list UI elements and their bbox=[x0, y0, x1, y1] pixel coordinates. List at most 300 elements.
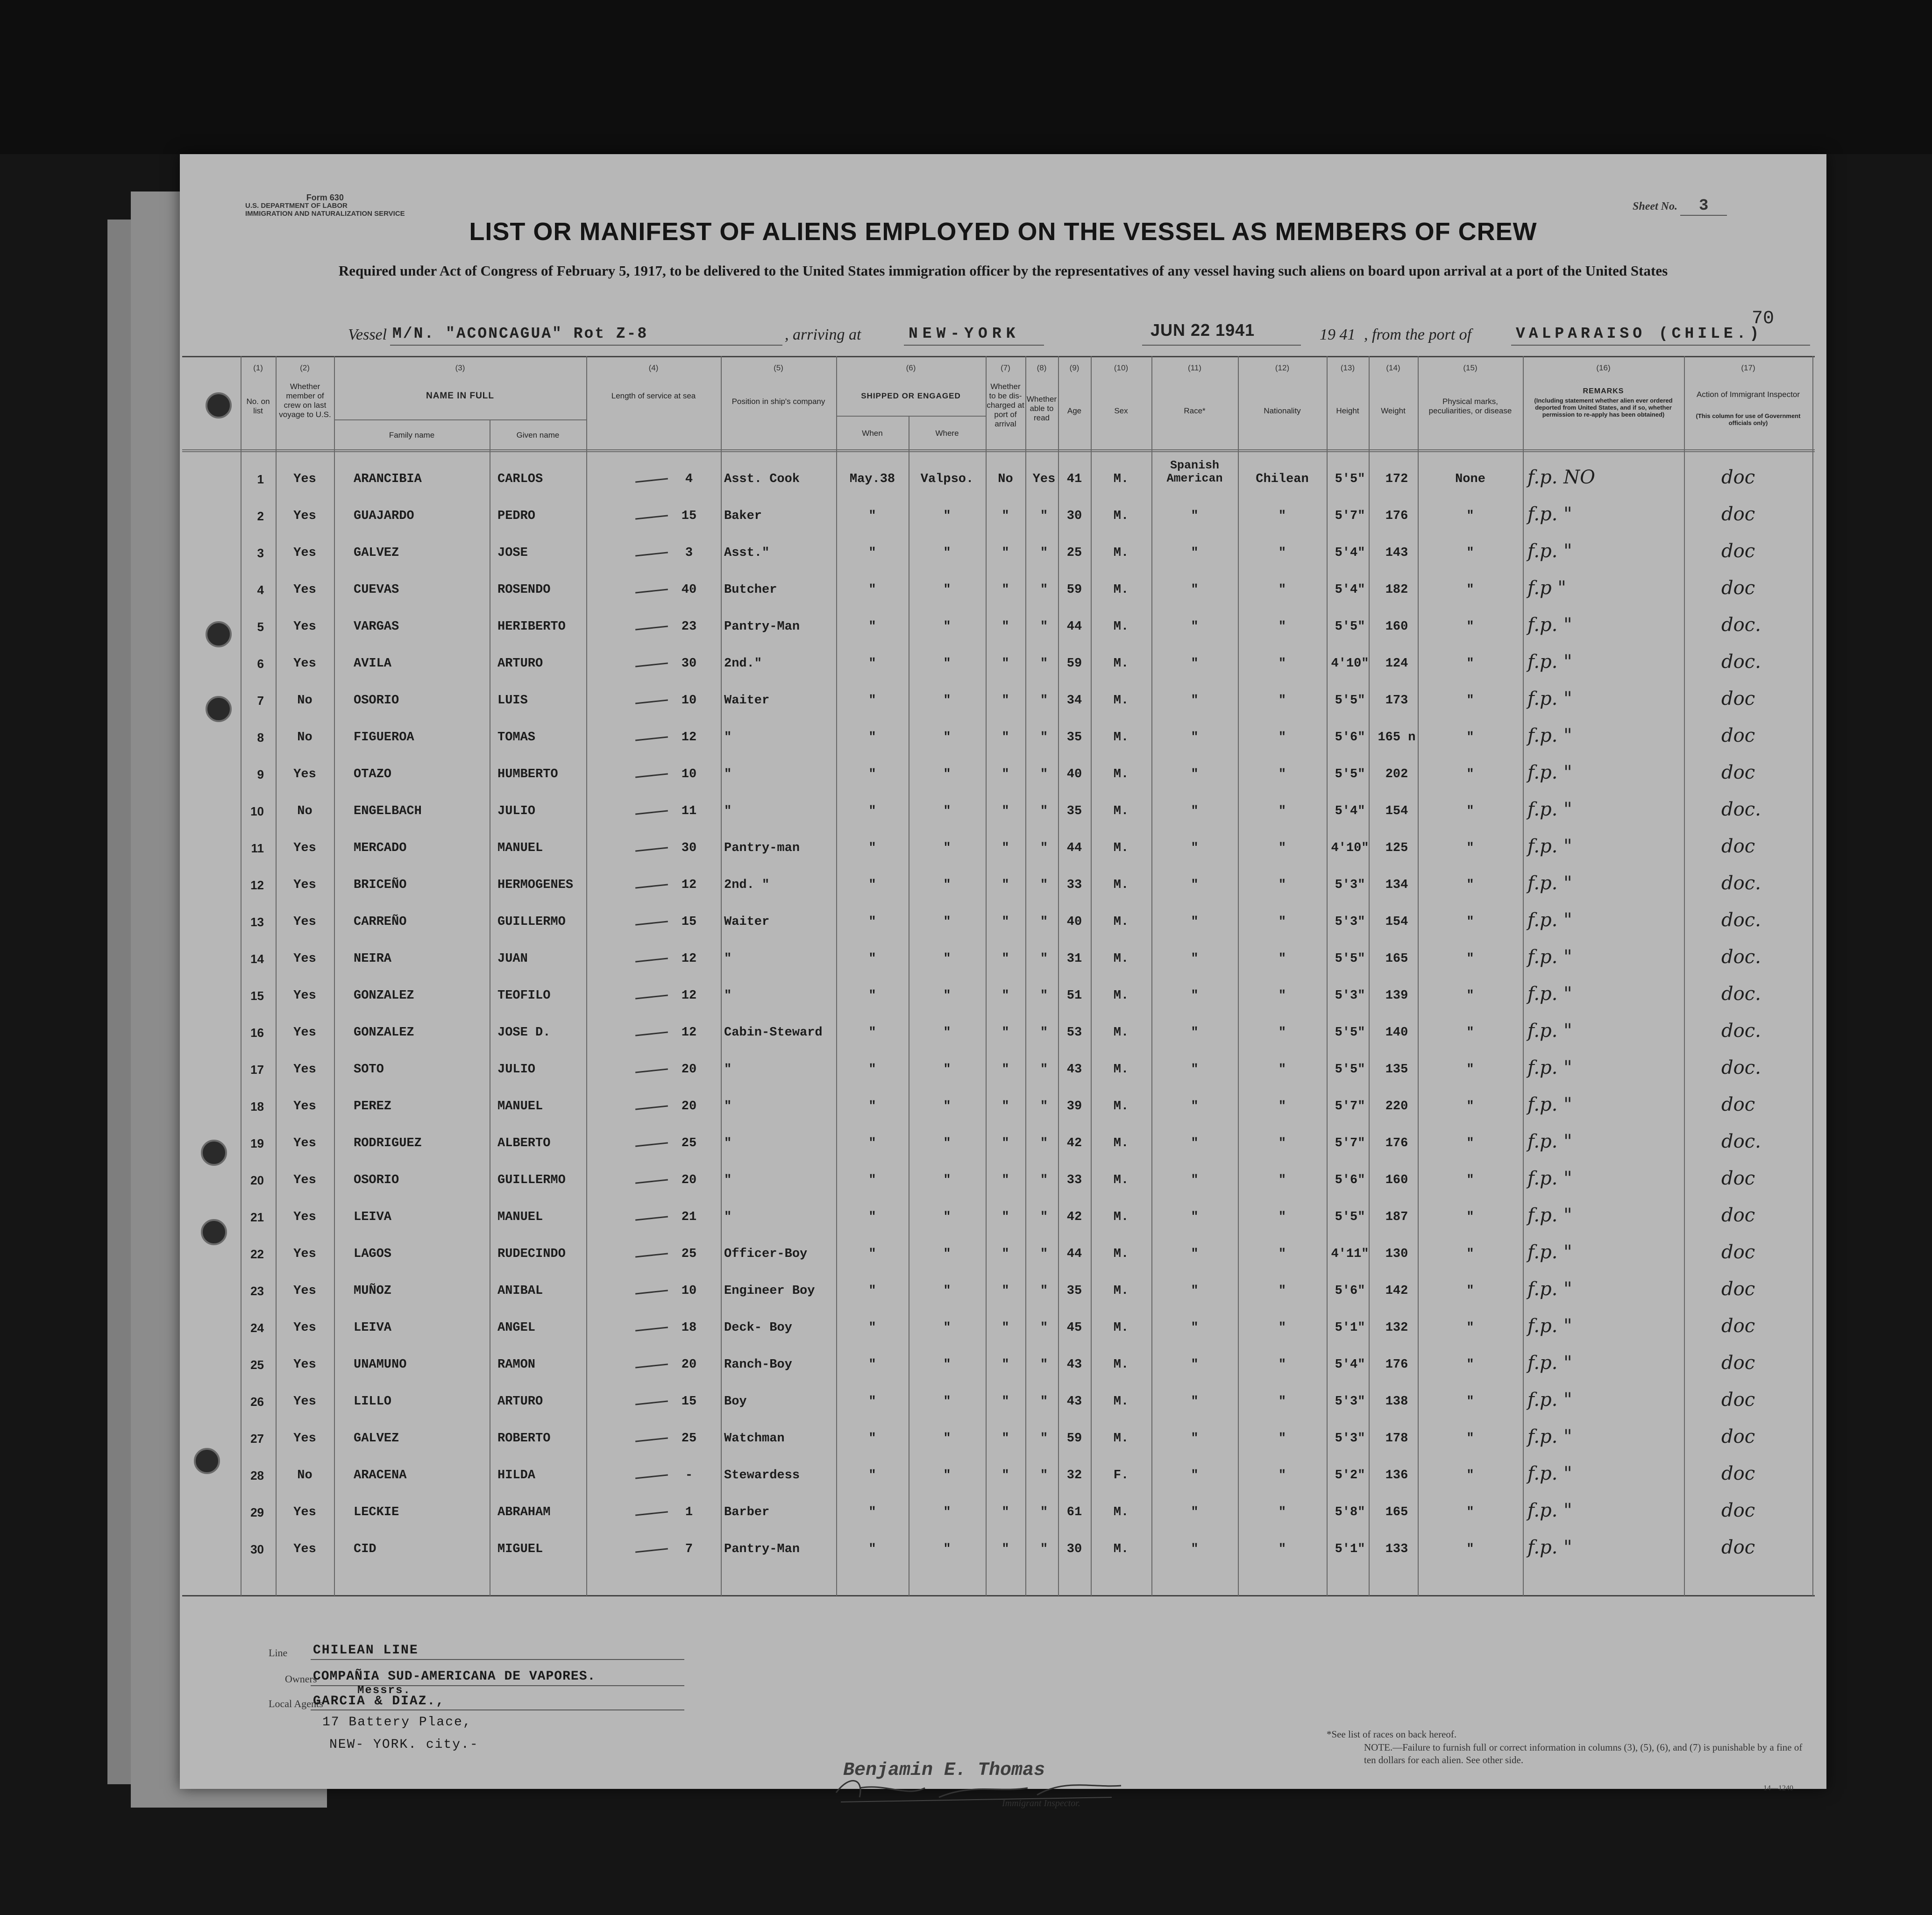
discharged-cell: " bbox=[1002, 989, 1009, 1003]
race-cell: " bbox=[1191, 509, 1199, 523]
weight-cell: 132 bbox=[1385, 1321, 1408, 1335]
action-cell: doc. bbox=[1721, 872, 1761, 894]
able-to-read-cell: " bbox=[1040, 989, 1048, 1003]
physical-marks-cell: " bbox=[1466, 1099, 1474, 1114]
service-length-cell: 30 bbox=[681, 841, 697, 855]
physical-marks-cell: " bbox=[1466, 1173, 1474, 1187]
row-number: 22 bbox=[250, 1247, 264, 1261]
age-cell: 43 bbox=[1066, 1358, 1082, 1372]
nationality-cell: " bbox=[1278, 1099, 1286, 1114]
remarks-cell: f.p. " bbox=[1527, 909, 1572, 931]
when-cell: " bbox=[868, 1099, 876, 1114]
when-cell: " bbox=[868, 657, 876, 671]
table-row bbox=[180, 725, 1826, 765]
sex-cell: M. bbox=[1113, 1247, 1129, 1261]
header-last-voyage: Whether member of crew on last voyage to U.S. bbox=[279, 382, 331, 419]
physical-marks-cell: " bbox=[1466, 1395, 1474, 1409]
physical-marks-cell: " bbox=[1466, 509, 1474, 523]
sex-cell: M. bbox=[1113, 509, 1129, 523]
race-cell: " bbox=[1191, 878, 1199, 892]
last-voyage-cell: Yes bbox=[293, 1099, 316, 1114]
position-cell: " bbox=[724, 989, 732, 1003]
physical-marks-cell: " bbox=[1466, 546, 1474, 560]
row-number: 5 bbox=[257, 620, 264, 634]
last-voyage-cell: Yes bbox=[293, 989, 316, 1003]
weight-cell: 172 bbox=[1385, 472, 1408, 486]
weight-cell: 176 bbox=[1385, 509, 1408, 523]
given-name-cell: MANUEL bbox=[497, 841, 543, 855]
column-number: (6) bbox=[906, 363, 916, 372]
race-cell: " bbox=[1191, 1099, 1199, 1114]
remarks-cell: f.p. " bbox=[1527, 1315, 1572, 1337]
family-name-cell: LEIVA bbox=[354, 1210, 392, 1224]
action-cell: doc. bbox=[1721, 614, 1761, 636]
action-cell: doc bbox=[1721, 1500, 1755, 1521]
height-cell: 4'11" bbox=[1331, 1247, 1369, 1261]
family-name-cell: NEIRA bbox=[354, 952, 392, 966]
header-sex: Sex bbox=[1114, 406, 1128, 415]
discharged-cell: No bbox=[998, 472, 1013, 486]
family-name-cell: LAGOS bbox=[354, 1247, 392, 1261]
age-cell: 41 bbox=[1066, 472, 1082, 486]
table-row bbox=[180, 1426, 1826, 1466]
position-cell: " bbox=[724, 952, 732, 966]
table-row bbox=[180, 946, 1826, 986]
row-number: 12 bbox=[250, 878, 264, 892]
discharged-cell: " bbox=[1002, 1173, 1009, 1187]
age-cell: 43 bbox=[1066, 1395, 1082, 1409]
weight-cell: 178 bbox=[1385, 1432, 1408, 1446]
weight-cell: 140 bbox=[1385, 1026, 1408, 1040]
weight-cell: 165 n bbox=[1378, 731, 1416, 745]
physical-marks-cell: " bbox=[1466, 620, 1474, 634]
weight-cell: 142 bbox=[1385, 1284, 1408, 1298]
physical-marks-cell: " bbox=[1466, 1026, 1474, 1040]
position-cell: Deck- Boy bbox=[724, 1321, 792, 1335]
last-voyage-cell: Yes bbox=[293, 1026, 316, 1040]
able-to-read-cell: " bbox=[1040, 1542, 1048, 1556]
age-cell: 61 bbox=[1066, 1505, 1082, 1519]
table-row bbox=[180, 1500, 1826, 1539]
remarks-cell: f.p. " bbox=[1527, 614, 1572, 636]
service-length-cell: 21 bbox=[681, 1210, 697, 1224]
row-number: 2 bbox=[257, 509, 264, 523]
race-cell: " bbox=[1191, 841, 1199, 855]
family-name-cell: UNAMUNO bbox=[354, 1358, 407, 1372]
when-cell: " bbox=[868, 620, 876, 634]
position-cell: " bbox=[724, 1210, 732, 1224]
where-cell: " bbox=[943, 509, 951, 523]
last-voyage-cell: Yes bbox=[293, 583, 316, 597]
action-cell: doc bbox=[1721, 688, 1755, 709]
when-cell: " bbox=[868, 1247, 876, 1261]
service-length-cell: 10 bbox=[681, 694, 697, 708]
table-row bbox=[180, 651, 1826, 691]
remarks-cell: f.p. " bbox=[1527, 762, 1572, 783]
able-to-read-cell: " bbox=[1040, 1468, 1048, 1482]
age-cell: 33 bbox=[1066, 1173, 1082, 1187]
last-voyage-cell: No bbox=[297, 804, 313, 818]
where-cell: " bbox=[943, 1173, 951, 1187]
able-to-read-cell: " bbox=[1040, 1395, 1048, 1409]
sheet-number: 3 bbox=[1680, 197, 1727, 216]
nationality-cell: " bbox=[1278, 694, 1286, 708]
where-cell: " bbox=[943, 1136, 951, 1150]
column-number: (16) bbox=[1596, 363, 1611, 372]
row-number: 7 bbox=[257, 694, 264, 708]
physical-marks-cell: None bbox=[1455, 472, 1485, 486]
arriving-label: , arriving at bbox=[785, 326, 861, 343]
position-cell: 2nd." bbox=[724, 657, 762, 671]
discharged-cell: " bbox=[1002, 731, 1009, 745]
last-voyage-cell: Yes bbox=[293, 1358, 316, 1372]
weight-cell: 133 bbox=[1385, 1542, 1408, 1556]
position-cell: Cabin-Steward bbox=[724, 1026, 823, 1040]
last-voyage-cell: Yes bbox=[293, 509, 316, 523]
height-cell: 5'5" bbox=[1335, 472, 1365, 486]
family-name-cell: MUÑOZ bbox=[354, 1284, 392, 1298]
family-name-cell: OSORIO bbox=[354, 694, 399, 708]
column-number: (13) bbox=[1340, 363, 1355, 372]
weight-cell: 187 bbox=[1385, 1210, 1408, 1224]
table-row bbox=[180, 762, 1826, 801]
sex-cell: M. bbox=[1113, 878, 1129, 892]
given-name-cell: RUDECINDO bbox=[497, 1247, 566, 1261]
position-cell: 2nd. " bbox=[724, 878, 770, 892]
action-cell: doc bbox=[1721, 1315, 1755, 1337]
height-cell: 4'10" bbox=[1331, 841, 1369, 855]
physical-marks-cell: " bbox=[1466, 731, 1474, 745]
height-cell: 5'3" bbox=[1335, 915, 1365, 929]
row-number: 6 bbox=[257, 657, 264, 671]
last-voyage-cell: Yes bbox=[293, 1173, 316, 1187]
nationality-cell: " bbox=[1278, 1542, 1286, 1556]
column-number: (14) bbox=[1386, 363, 1400, 372]
sex-cell: M. bbox=[1113, 767, 1129, 781]
remarks-cell: f.p. NO bbox=[1527, 467, 1595, 488]
nationality-cell: " bbox=[1278, 1321, 1286, 1335]
given-name-cell: HILDA bbox=[497, 1468, 536, 1482]
physical-marks-cell: " bbox=[1466, 657, 1474, 671]
given-name-cell: RAMON bbox=[497, 1358, 536, 1372]
last-voyage-cell: Yes bbox=[293, 1432, 316, 1446]
action-cell: doc. bbox=[1721, 1131, 1761, 1152]
discharged-cell: " bbox=[1002, 1321, 1009, 1335]
sex-cell: M. bbox=[1113, 841, 1129, 855]
when-cell: " bbox=[868, 1432, 876, 1446]
race-cell: " bbox=[1191, 952, 1199, 966]
where-cell: " bbox=[943, 989, 951, 1003]
action-cell: doc bbox=[1721, 1205, 1755, 1226]
agents-messrs: Messrs. bbox=[357, 1684, 411, 1697]
age-cell: 35 bbox=[1066, 731, 1082, 745]
physical-marks-cell: " bbox=[1466, 1136, 1474, 1150]
page-number: 70 bbox=[1752, 308, 1775, 329]
where-cell: " bbox=[943, 1432, 951, 1446]
family-name-cell: GONZALEZ bbox=[354, 1026, 414, 1040]
given-name-cell: JULIO bbox=[497, 1063, 536, 1077]
column-number: (4) bbox=[648, 363, 659, 372]
service-length-cell: 11 bbox=[681, 804, 697, 818]
where-cell: " bbox=[943, 1395, 951, 1409]
where-cell: " bbox=[943, 1210, 951, 1224]
sex-cell: M. bbox=[1113, 952, 1129, 966]
sex-cell: M. bbox=[1113, 1505, 1129, 1519]
agents-label: Local Agents bbox=[269, 1698, 323, 1709]
sex-cell: M. bbox=[1113, 1026, 1129, 1040]
discharged-cell: " bbox=[1002, 694, 1009, 708]
race-cell: " bbox=[1191, 804, 1199, 818]
height-cell: 5'3" bbox=[1335, 1432, 1365, 1446]
position-cell: Stewardess bbox=[724, 1468, 800, 1482]
action-cell: doc bbox=[1721, 1426, 1755, 1447]
given-name-cell: TEOFILO bbox=[497, 989, 551, 1003]
table-row bbox=[180, 1315, 1826, 1355]
table-row bbox=[180, 909, 1826, 949]
discharged-cell: " bbox=[1002, 583, 1009, 597]
weight-cell: 220 bbox=[1385, 1099, 1408, 1114]
action-cell: doc bbox=[1721, 577, 1755, 599]
height-cell: 5'3" bbox=[1335, 878, 1365, 892]
able-to-read-cell: " bbox=[1040, 731, 1048, 745]
service-length-cell: 1 bbox=[685, 1505, 693, 1519]
sex-cell: M. bbox=[1113, 1395, 1129, 1409]
table-row bbox=[180, 540, 1826, 580]
age-cell: 33 bbox=[1066, 878, 1082, 892]
when-cell: " bbox=[868, 1505, 876, 1519]
able-to-read-cell: " bbox=[1040, 1099, 1048, 1114]
physical-marks-cell: " bbox=[1466, 583, 1474, 597]
height-cell: 5'5" bbox=[1335, 1210, 1365, 1224]
able-to-read-cell: " bbox=[1040, 1321, 1048, 1335]
sex-cell: M. bbox=[1113, 472, 1129, 486]
weight-cell: 136 bbox=[1385, 1468, 1408, 1482]
table-row bbox=[180, 1170, 1826, 1207]
weight-cell: 124 bbox=[1385, 657, 1408, 671]
height-cell: 5'5" bbox=[1335, 1026, 1365, 1040]
last-voyage-cell: Yes bbox=[293, 1542, 316, 1556]
nationality-cell: " bbox=[1278, 546, 1286, 560]
family-name-cell: FIGUEROA bbox=[354, 731, 414, 745]
line-value: CHILEAN LINE bbox=[313, 1643, 419, 1658]
row-number: 19 bbox=[250, 1136, 264, 1150]
height-cell: 5'7" bbox=[1335, 1099, 1365, 1114]
position-cell: Pantry-Man bbox=[724, 620, 800, 634]
service-length-cell: 20 bbox=[681, 1173, 697, 1187]
service-length-cell: 10 bbox=[681, 767, 697, 781]
family-name-cell: RODRIGUEZ bbox=[354, 1136, 422, 1150]
height-cell: 5'1" bbox=[1335, 1321, 1365, 1335]
where-cell: " bbox=[943, 804, 951, 818]
sex-cell: M. bbox=[1113, 694, 1129, 708]
discharged-cell: " bbox=[1002, 546, 1009, 560]
race-cell: " bbox=[1191, 731, 1199, 745]
discharged-cell: " bbox=[1002, 841, 1009, 855]
nationality-cell: " bbox=[1278, 1136, 1286, 1150]
remarks-cell: f.p. " bbox=[1527, 1241, 1572, 1263]
age-cell: 45 bbox=[1066, 1321, 1082, 1335]
remarks-cell: f.p. " bbox=[1527, 872, 1572, 894]
family-name-cell: ARANCIBIA bbox=[354, 472, 422, 486]
position-cell: " bbox=[724, 767, 732, 781]
discharged-cell: " bbox=[1002, 915, 1009, 929]
given-name-cell: ROBERTO bbox=[497, 1432, 551, 1446]
where-cell: " bbox=[943, 583, 951, 597]
height-cell: 5'5" bbox=[1335, 620, 1365, 634]
row-number: 21 bbox=[250, 1210, 264, 1224]
position-cell: Waiter bbox=[724, 915, 770, 929]
physical-marks-cell: " bbox=[1466, 767, 1474, 781]
when-cell: " bbox=[868, 915, 876, 929]
height-cell: 5'3" bbox=[1335, 989, 1365, 1003]
nationality-cell: " bbox=[1278, 1026, 1286, 1040]
weight-cell: 182 bbox=[1385, 583, 1408, 597]
remarks-cell: f.p. " bbox=[1527, 725, 1572, 746]
remarks-cell: f.p. " bbox=[1527, 799, 1572, 820]
given-name-cell: MANUEL bbox=[497, 1210, 543, 1224]
page-subtitle: Required under Act of Congress of February 5, 1917, to be delivered to the United States immigration officer by the representatives of any vessel having such aliens on board upon arrival at a port of the United States bbox=[338, 262, 1668, 279]
remarks-cell: f.p. " bbox=[1527, 1278, 1572, 1300]
age-cell: 31 bbox=[1066, 952, 1082, 966]
able-to-read-cell: " bbox=[1040, 620, 1048, 634]
weight-cell: 143 bbox=[1385, 546, 1408, 560]
when-cell: " bbox=[868, 509, 876, 523]
physical-marks-cell: " bbox=[1466, 1247, 1474, 1261]
header-shipped-engaged: SHIPPED OR ENGAGED bbox=[861, 391, 961, 400]
department-name: U.S. DEPARTMENT OF LABOR bbox=[245, 202, 348, 210]
race-cell: " bbox=[1191, 694, 1199, 708]
given-name-cell: ALBERTO bbox=[497, 1136, 551, 1150]
when-cell: " bbox=[868, 767, 876, 781]
service-length-cell: 7 bbox=[685, 1542, 693, 1556]
when-cell: " bbox=[868, 1542, 876, 1556]
table-row bbox=[180, 459, 1826, 506]
sex-cell: M. bbox=[1113, 657, 1129, 671]
age-cell: 32 bbox=[1066, 1468, 1082, 1482]
service-length-cell: 3 bbox=[685, 546, 693, 560]
row-number: 4 bbox=[257, 583, 264, 597]
header-no-on-list: No. on list bbox=[246, 397, 270, 415]
remarks-cell: f.p. " bbox=[1527, 1352, 1572, 1374]
race-cell: " bbox=[1191, 1063, 1199, 1077]
given-name-cell: TOMAS bbox=[497, 731, 536, 745]
nationality-cell: " bbox=[1278, 1505, 1286, 1519]
header-given-name: Given name bbox=[516, 431, 560, 440]
able-to-read-cell: " bbox=[1040, 878, 1048, 892]
service-length-cell: 12 bbox=[681, 989, 697, 1003]
table-row bbox=[180, 1207, 1826, 1244]
when-cell: " bbox=[868, 1136, 876, 1150]
header-when: When bbox=[862, 429, 883, 438]
service-length-cell: 20 bbox=[681, 1358, 697, 1372]
age-cell: 42 bbox=[1066, 1136, 1082, 1150]
family-name-cell: LEIVA bbox=[354, 1321, 392, 1335]
sex-cell: M. bbox=[1113, 1358, 1129, 1372]
position-cell: Pantry-Man bbox=[724, 1542, 800, 1556]
race-cell: " bbox=[1191, 915, 1199, 929]
service-length-cell: 12 bbox=[681, 878, 697, 892]
family-name-cell: LILLO bbox=[354, 1395, 392, 1409]
discharged-cell: " bbox=[1002, 1358, 1009, 1372]
column-number: (11) bbox=[1188, 363, 1201, 372]
height-cell: 5'4" bbox=[1335, 804, 1365, 818]
action-cell: doc. bbox=[1721, 1057, 1761, 1078]
table-row bbox=[180, 1389, 1826, 1429]
header-action: Action of Immigrant Inspector bbox=[1696, 390, 1800, 399]
family-name-cell: PEREZ bbox=[354, 1099, 392, 1114]
arriving-port: NEW-YORK bbox=[909, 325, 1020, 342]
punch-hole bbox=[206, 392, 232, 418]
age-cell: 25 bbox=[1066, 546, 1082, 560]
physical-marks-cell: " bbox=[1466, 841, 1474, 855]
discharged-cell: " bbox=[1002, 1432, 1009, 1446]
action-cell: doc bbox=[1721, 1389, 1755, 1411]
sheet-label: Sheet No. bbox=[1633, 200, 1677, 213]
header-length-service: Length of service at sea bbox=[611, 391, 696, 400]
given-name-cell: ANIBAL bbox=[497, 1284, 543, 1298]
service-length-cell: 12 bbox=[681, 952, 697, 966]
where-cell: " bbox=[943, 657, 951, 671]
last-voyage-cell: Yes bbox=[293, 1210, 316, 1224]
service-length-cell: 20 bbox=[681, 1099, 697, 1114]
height-cell: 5'4" bbox=[1335, 546, 1365, 560]
age-cell: 30 bbox=[1066, 1542, 1082, 1556]
race-cell: " bbox=[1191, 1358, 1199, 1372]
where-cell: " bbox=[943, 1505, 951, 1519]
row-number: 26 bbox=[250, 1395, 264, 1409]
sex-cell: M. bbox=[1113, 583, 1129, 597]
action-cell: doc bbox=[1721, 1094, 1755, 1115]
position-cell: Asst." bbox=[724, 546, 770, 560]
column-number: (5) bbox=[774, 363, 783, 372]
race-cell: " bbox=[1191, 620, 1199, 634]
weight-cell: 154 bbox=[1385, 804, 1408, 818]
able-to-read-cell: " bbox=[1040, 1247, 1048, 1261]
last-voyage-cell: Yes bbox=[293, 952, 316, 966]
race-cell: " bbox=[1191, 1468, 1199, 1482]
able-to-read-cell: " bbox=[1040, 1284, 1048, 1298]
column-number: (10) bbox=[1114, 363, 1129, 372]
nationality-cell: " bbox=[1278, 1395, 1286, 1409]
age-cell: 34 bbox=[1066, 694, 1082, 708]
family-name-cell: CARREÑO bbox=[354, 915, 407, 929]
nationality-cell: " bbox=[1278, 878, 1286, 892]
action-cell: doc. bbox=[1721, 946, 1761, 968]
agents-address-2: NEW- YORK. city.- bbox=[329, 1738, 479, 1752]
given-name-cell: HERMOGENES bbox=[497, 878, 574, 892]
remarks-cell: f.p. " bbox=[1527, 1094, 1572, 1115]
age-cell: 35 bbox=[1066, 804, 1082, 818]
header-height: Height bbox=[1336, 406, 1359, 415]
agents-name: GARCIA & DIAZ., bbox=[313, 1694, 445, 1709]
discharged-cell: " bbox=[1002, 878, 1009, 892]
sex-cell: M. bbox=[1113, 804, 1129, 818]
action-cell: doc bbox=[1721, 1241, 1755, 1263]
inspector-label: Immigrant Inspector. bbox=[1002, 1798, 1080, 1809]
family-name-cell: OTAZO bbox=[354, 767, 392, 781]
weight-cell: 160 bbox=[1385, 620, 1408, 634]
last-voyage-cell: Yes bbox=[293, 1247, 316, 1261]
service-length-cell: 25 bbox=[681, 1136, 697, 1150]
when-cell: " bbox=[868, 989, 876, 1003]
able-to-read-cell: " bbox=[1040, 1063, 1048, 1077]
line-label: Line bbox=[269, 1647, 288, 1659]
remarks-cell: f.p. " bbox=[1527, 651, 1572, 673]
header-family-name: Family name bbox=[389, 431, 435, 440]
sex-cell: M. bbox=[1113, 620, 1129, 634]
when-cell: " bbox=[868, 1358, 876, 1372]
physical-marks-cell: " bbox=[1466, 1542, 1474, 1556]
